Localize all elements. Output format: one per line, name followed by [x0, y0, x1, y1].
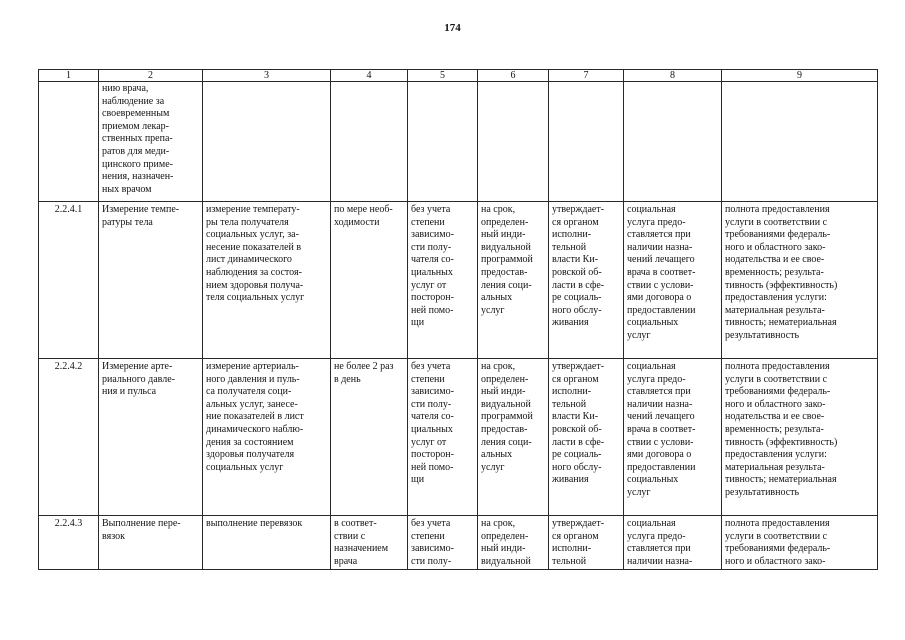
cell-service-name: Выполнение пере- вязок: [99, 516, 203, 570]
cell-description: выполнение перевязок: [203, 516, 331, 570]
cell-quality: полнота предоставления услуги в соответствии с требованиями федераль- ного и областного зако- нодательства и ее свое- временность; результа- тивность (эффективность) предоставления услуги: материальная результа- тивность; нематериальная результативность: [722, 202, 878, 359]
table-row: [39, 82, 878, 202]
page-number: 174: [444, 22, 461, 34]
cell-description: [203, 82, 331, 202]
table-row: [39, 516, 878, 570]
cell-quality: полнота предоставления услуги в соответствии с требованиями федераль- ного и областного зако- нодательства и ее свое- временность; результа- тивность (эффективность) предоставления услуги: материальная результа- тивность; нематериальная результативность: [722, 359, 878, 516]
cell-dependency: [408, 82, 478, 202]
cell-service-name: нию врача, наблюдение за своевременным приемом лекар- ственных препа- ратов для меди- цинского приме- нения, назначен- ных врачом: [99, 82, 203, 202]
cell-description: измерение артериаль- ного давления и пуль- са получателя соци- альных услуг, занесе- ние показателей в лист динамического наблю- дения за состоянием здоровья получателя социальных услуг: [203, 359, 331, 516]
cell-term: [478, 82, 549, 202]
cell-conditions: социальная услуга предо- ставляется при наличии назна- чений лечащего врача в соответ- ствии с услови- ями договора о предоставлении социальных услуг: [624, 359, 722, 516]
cell-code: 2.2.4.2: [39, 359, 99, 516]
cell-code: 2.2.4.1: [39, 202, 99, 359]
cell-term: на срок, определен- ный инди- видуальной программой предостав- ления соци- альных услуг: [478, 202, 549, 359]
cell-tariff: утверждает- ся органом исполни- тельной: [549, 516, 624, 570]
cell-quality: полнота предоставления услуги в соответствии с требованиями федераль- ного и областного зако-: [722, 516, 878, 570]
cell-frequency: в соответ- ствии с назначением врача: [331, 516, 408, 570]
column-header: 7: [549, 70, 624, 82]
cell-code: 2.2.4.3: [39, 516, 99, 570]
column-header: 9: [722, 70, 878, 82]
cell-conditions: [624, 82, 722, 202]
cell-service-name: Измерение темпе- ратуры тела: [99, 202, 203, 359]
column-header: 1: [39, 70, 99, 82]
cell-dependency: без учета степени зависимо- сти полу- чателя со- циальных услуг от посторон- ней помо- щи: [408, 359, 478, 516]
column-header: 3: [203, 70, 331, 82]
table-row: [39, 359, 878, 516]
column-header: 8: [624, 70, 722, 82]
cell-dependency: без учета степени зависимо- сти полу- чателя со- циальных услуг от посторон- ней помо- щи: [408, 202, 478, 359]
column-header: 6: [478, 70, 549, 82]
cell-term: на срок, определен- ный инди- видуальной программой предостав- ления соци- альных услуг: [478, 359, 549, 516]
cell-description: измерение температу- ры тела получателя социальных услуг, за- несение показателей в лист динамического наблюдения за состоя- нием здоровья получа- теля социальных услуг: [203, 202, 331, 359]
services-table: [38, 69, 878, 570]
cell-dependency: без учета степени зависимо- сти полу-: [408, 516, 478, 570]
cell-quality: [722, 82, 878, 202]
cell-code: [39, 82, 99, 202]
cell-frequency: не более 2 раз в день: [331, 359, 408, 516]
column-header: 2: [99, 70, 203, 82]
cell-tariff: утверждает- ся органом исполни- тельной власти Ки- ровской об- ласти в сфе- ре социаль- ного обслу- живания: [549, 359, 624, 516]
column-header: 5: [408, 70, 478, 82]
cell-tariff: [549, 82, 624, 202]
cell-frequency: [331, 82, 408, 202]
cell-conditions: социальная услуга предо- ставляется при наличии назна- чений лечащего врача в соответ- ствии с услови- ями договора о предоставлении социальных услуг: [624, 202, 722, 359]
table-row: [39, 202, 878, 359]
cell-tariff: утверждает- ся органом исполни- тельной власти Ки- ровской об- ласти в сфе- ре социаль- ного обслу- живания: [549, 202, 624, 359]
cell-term: на срок, определен- ный инди- видуальной: [478, 516, 549, 570]
cell-conditions: социальная услуга предо- ставляется при наличии назна-: [624, 516, 722, 570]
column-header: 4: [331, 70, 408, 82]
cell-frequency: по мере необ- ходимости: [331, 202, 408, 359]
column-number-row: [39, 70, 878, 82]
cell-service-name: Измерение арте- риального давле- ния и пульса: [99, 359, 203, 516]
